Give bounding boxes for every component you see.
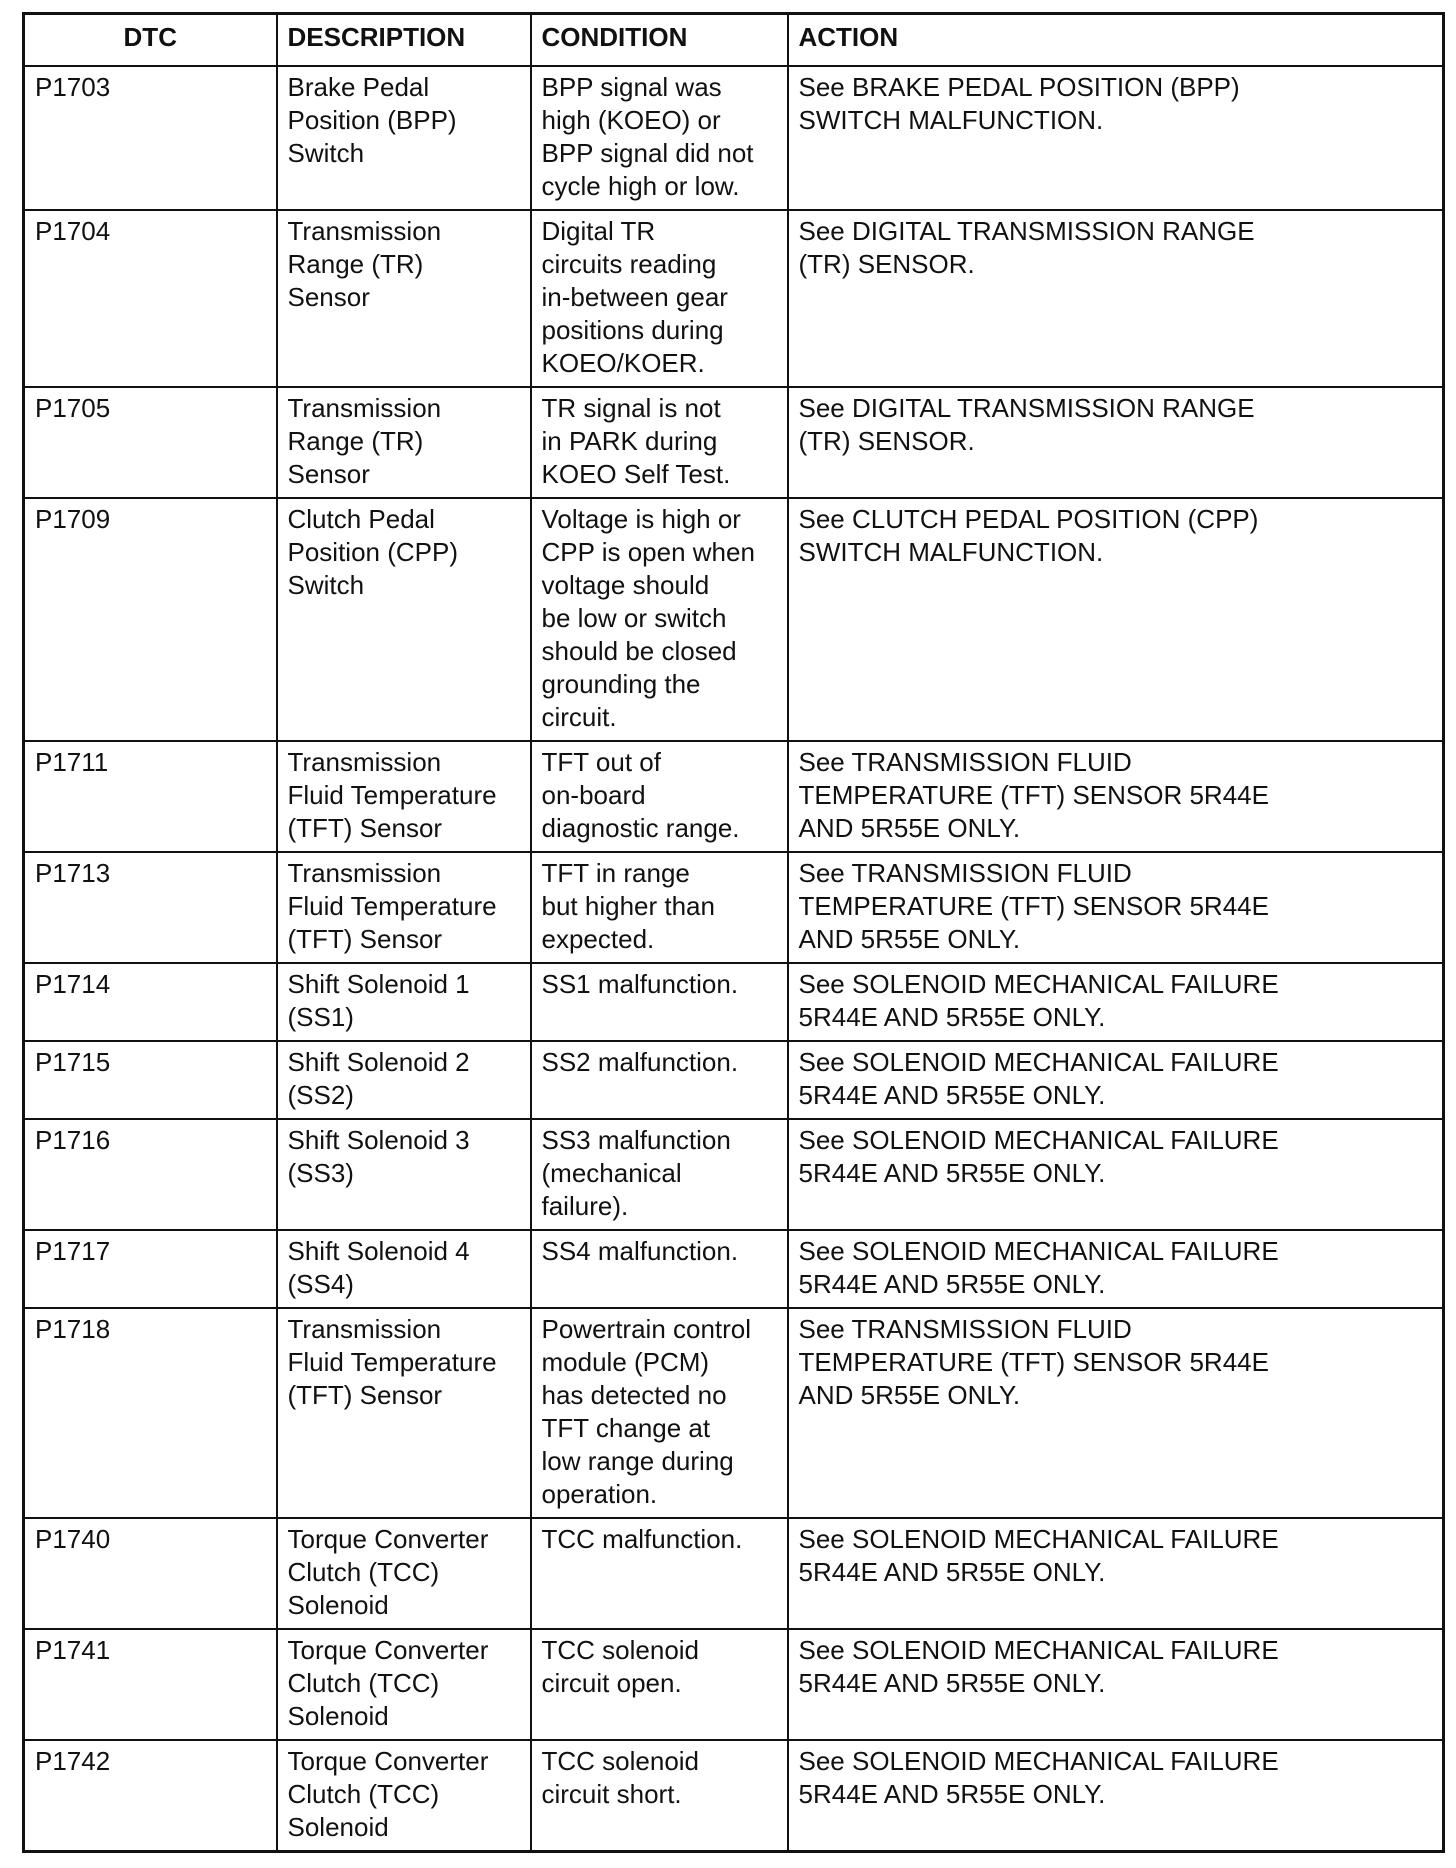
header-description: DESCRIPTION: [277, 14, 531, 67]
action-cell: See TRANSMISSION FLUID TEMPERATURE (TFT) SENSOR 5R44E AND 5R55E ONLY.: [788, 741, 1444, 852]
action-cell: See SOLENOID MECHANICAL FAILURE 5R44E AND 5R55E ONLY.: [788, 1629, 1444, 1740]
condition-cell: TR signal is not in PARK during KOEO Self Test.: [531, 387, 788, 498]
condition-cell: TFT in range but higher than expected.: [531, 852, 788, 963]
dtc-code-cell: P1709: [24, 498, 277, 741]
condition-cell: Digital TR circuits reading in-between gear positions during KOEO/KOER.: [531, 210, 788, 387]
header-action: ACTION: [788, 14, 1444, 67]
table-row: [24, 741, 1444, 852]
header-row: [24, 14, 1444, 67]
condition-cell: BPP signal was high (KOEO) or BPP signal did not cycle high or low.: [531, 66, 788, 210]
action-cell: See BRAKE PEDAL POSITION (BPP) SWITCH MALFUNCTION.: [788, 66, 1444, 210]
dtc-code-cell: P1715: [24, 1041, 277, 1119]
action-cell: See DIGITAL TRANSMISSION RANGE (TR) SENSOR.: [788, 387, 1444, 498]
table-body: [24, 66, 1444, 1852]
dtc-code-cell: P1716: [24, 1119, 277, 1230]
description-cell: Shift Solenoid 3 (SS3): [277, 1119, 531, 1230]
description-cell: Torque Converter Clutch (TCC) Solenoid: [277, 1518, 531, 1629]
table-row: [24, 1041, 1444, 1119]
condition-cell: TCC solenoid circuit open.: [531, 1629, 788, 1740]
description-cell: Transmission Range (TR) Sensor: [277, 210, 531, 387]
description-cell: Torque Converter Clutch (TCC) Solenoid: [277, 1740, 531, 1852]
description-cell: Transmission Fluid Temperature (TFT) Sensor: [277, 852, 531, 963]
dtc-code-cell: P1713: [24, 852, 277, 963]
condition-cell: TFT out of on-board diagnostic range.: [531, 741, 788, 852]
condition-cell: SS4 malfunction.: [531, 1230, 788, 1308]
header-dtc: DTC: [24, 14, 277, 67]
dtc-code-cell: P1704: [24, 210, 277, 387]
condition-cell: SS3 malfunction (mechanical failure).: [531, 1119, 788, 1230]
dtc-code-cell: P1740: [24, 1518, 277, 1629]
dtc-code-cell: P1718: [24, 1308, 277, 1518]
action-cell: See SOLENOID MECHANICAL FAILURE 5R44E AND 5R55E ONLY.: [788, 1518, 1444, 1629]
table-row: [24, 1740, 1444, 1852]
dtc-code-cell: P1742: [24, 1740, 277, 1852]
action-cell: See SOLENOID MECHANICAL FAILURE 5R44E AND 5R55E ONLY.: [788, 963, 1444, 1041]
condition-cell: TCC solenoid circuit short.: [531, 1740, 788, 1852]
description-cell: Transmission Fluid Temperature (TFT) Sensor: [277, 741, 531, 852]
dtc-code-cell: P1717: [24, 1230, 277, 1308]
table-row: [24, 210, 1444, 387]
table-row: [24, 66, 1444, 210]
condition-cell: Voltage is high or CPP is open when voltage should be low or switch should be closed grounding the circuit.: [531, 498, 788, 741]
dtc-code-cell: P1741: [24, 1629, 277, 1740]
dtc-code-cell: P1703: [24, 66, 277, 210]
action-cell: See SOLENOID MECHANICAL FAILURE 5R44E AND 5R55E ONLY.: [788, 1119, 1444, 1230]
action-cell: See SOLENOID MECHANICAL FAILURE 5R44E AND 5R55E ONLY.: [788, 1740, 1444, 1852]
action-cell: See SOLENOID MECHANICAL FAILURE 5R44E AND 5R55E ONLY.: [788, 1230, 1444, 1308]
condition-cell: Powertrain control module (PCM) has detected no TFT change at low range during operation.: [531, 1308, 788, 1518]
table-header: [24, 14, 1444, 67]
condition-cell: TCC malfunction.: [531, 1518, 788, 1629]
description-cell: Transmission Fluid Temperature (TFT) Sensor: [277, 1308, 531, 1518]
description-cell: Brake Pedal Position (BPP) Switch: [277, 66, 531, 210]
action-cell: See CLUTCH PEDAL POSITION (CPP) SWITCH MALFUNCTION.: [788, 498, 1444, 741]
action-cell: See SOLENOID MECHANICAL FAILURE 5R44E AND 5R55E ONLY.: [788, 1041, 1444, 1119]
action-cell: See TRANSMISSION FLUID TEMPERATURE (TFT) SENSOR 5R44E AND 5R55E ONLY.: [788, 1308, 1444, 1518]
table-row: [24, 1230, 1444, 1308]
description-cell: Shift Solenoid 1 (SS1): [277, 963, 531, 1041]
description-cell: Transmission Range (TR) Sensor: [277, 387, 531, 498]
description-cell: Torque Converter Clutch (TCC) Solenoid: [277, 1629, 531, 1740]
dtc-table: [22, 12, 1445, 1853]
table-row: [24, 852, 1444, 963]
dtc-code-cell: P1705: [24, 387, 277, 498]
table-row: [24, 963, 1444, 1041]
table-row: [24, 1119, 1444, 1230]
action-cell: See DIGITAL TRANSMISSION RANGE (TR) SENSOR.: [788, 210, 1444, 387]
description-cell: Shift Solenoid 2 (SS2): [277, 1041, 531, 1119]
dtc-code-cell: P1714: [24, 963, 277, 1041]
condition-cell: SS1 malfunction.: [531, 963, 788, 1041]
condition-cell: SS2 malfunction.: [531, 1041, 788, 1119]
header-condition: CONDITION: [531, 14, 788, 67]
action-cell: See TRANSMISSION FLUID TEMPERATURE (TFT) SENSOR 5R44E AND 5R55E ONLY.: [788, 852, 1444, 963]
description-cell: Shift Solenoid 4 (SS4): [277, 1230, 531, 1308]
table-row: [24, 1308, 1444, 1518]
table-row: [24, 1518, 1444, 1629]
table-row: [24, 1629, 1444, 1740]
description-cell: Clutch Pedal Position (CPP) Switch: [277, 498, 531, 741]
table-row: [24, 387, 1444, 498]
table-row: [24, 498, 1444, 741]
dtc-code-cell: P1711: [24, 741, 277, 852]
